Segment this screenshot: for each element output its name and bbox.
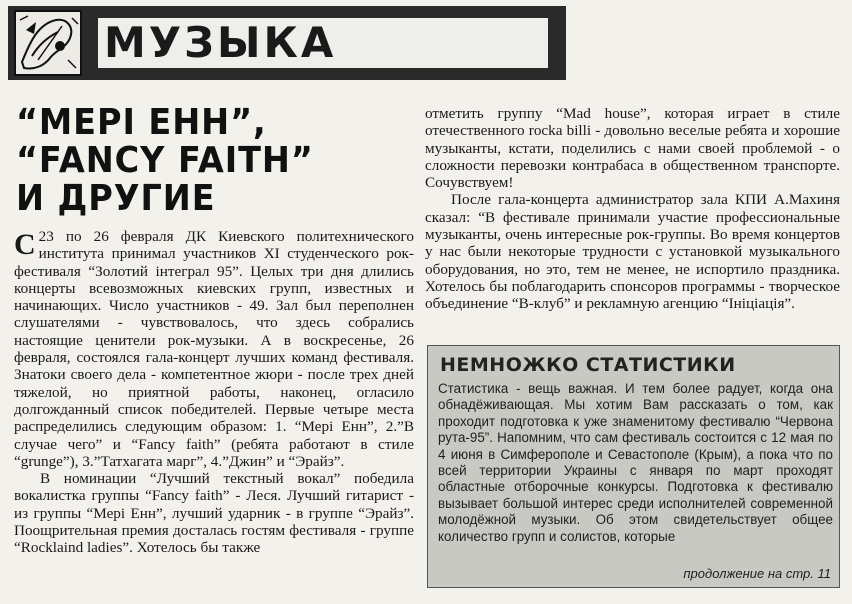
headline-line-3: И ДРУГИЕ xyxy=(16,178,216,219)
section-title: МУЗЫКА xyxy=(98,18,548,68)
article-paragraph-1 xyxy=(14,228,414,470)
statistics-title: НЕМНОЖКО СТАТИСТИКИ xyxy=(440,354,736,376)
article-right-column xyxy=(425,105,840,313)
statistics-sidebar xyxy=(427,345,840,588)
headline-line-1: “МЕРІ ЕНН”, xyxy=(16,102,267,143)
article-headline xyxy=(16,104,388,218)
statistics-body: Статистика - вещь важная. И тем более радует, когда она обнадёживающая. Мы хотим Вам рассказать о том, как проходит подготовка к уже знаменитому фестивалю “Червона рута-95”. Напомним, что сам фестиваль состоится с 12 мая по 4 июня в Симферополе и Севастополе (Крым), а пока что по всей территории Украины с января по март проходят областные отборочные конкурсы. Подготовка к фестивалю вызывает большой интерес среди исполнителей современной молодёжной музыки. Об этом свидетельствует общее количество групп и солистов, которые xyxy=(438,381,833,544)
article-paragraph-2: В номинации “Лучший текстный вокал” победила вокалистка группы “Fancy faith” - Леся. Лучший гитарист - из группы “Мері Енн”, лучший ударник - в группе “Эрайз”. Поощрительная премия досталась гостям фестиваля - группе “Rocklaind ladies”. Хотелось бы также xyxy=(14,470,414,557)
continued-link[interactable]: продолжение на стр. 11 xyxy=(683,566,831,581)
drop-cap: С xyxy=(14,228,36,261)
bleed-through-text xyxy=(582,4,852,84)
article-paragraph-3: отметить группу “Mad house”, которая играет в стиле отечественного rocka billi - довольно веселые ребята и хорошие музыканты, кстати, поделились с нами своей проблемой - о сложности перевозки контрабаса в общественном транспорте. Сочувствуем! xyxy=(425,105,840,192)
article-left-column xyxy=(14,228,414,557)
article-paragraph-4: После гала-концерта администратор зала КПИ А.Махиня сказал: “В фестивале принимали участие профессиональные музыканты, очень интересные рок-группы. Во время концертов у нас были некоторые трудности с установкой музыкального оборудования, но это, тем не менее, не испортило праздника. Хотелось бы поблагодарить спонсоров программы - творческое объединение “В-клуб” и рекламную агенцию “Ініціація”. xyxy=(425,191,840,313)
article-paragraph-1-text: 23 по 26 февраля ДК Киевского политехнического института принимал участников XI студенческого рок-фестиваля “Золотий інтеграл 95”. Целых три дня длились концерты всевозможных киевских групп, известных и начинающих. Число участников - 49. Зал был переполнен слушателями - чувствовалось, что здесь собрались настоящие ценители рок-музыки. А в воскресенье, 26 февраля, состоялся гала-концерт лучших команд фестиваля. Знатоки своего дела - компетентное жюри - после трех дней тяжелой, но приятной работы, наконец, огласило долгожданный список победителей. Первые четыре места распределились следующим образом: 1. “Мері Енн”, 2.”В случае чего” и “Fancy faith” (ребята работают в стиле “grunge”), 3.”Татхагата марг”, 4.”Джин” и “Эрайз”. xyxy=(14,228,414,470)
headline-line-2: “FANCY FAITH” xyxy=(16,140,314,181)
music-logo-icon xyxy=(14,10,82,76)
